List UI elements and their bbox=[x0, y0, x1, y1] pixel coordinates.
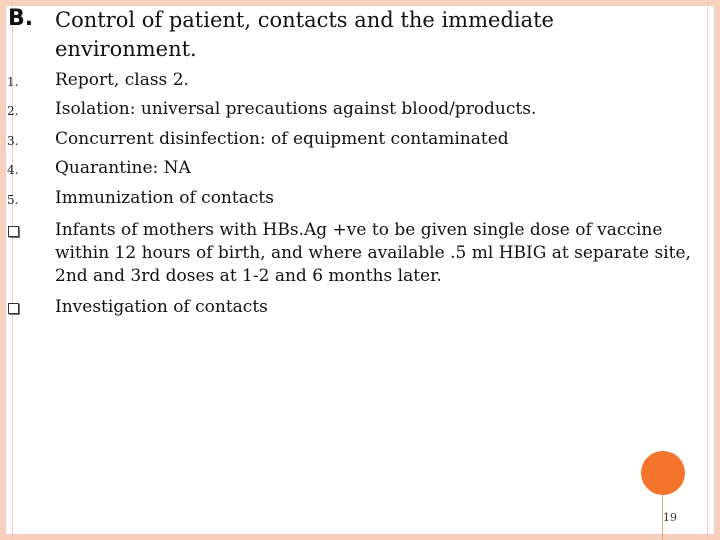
slide-inner-line-right bbox=[707, 0, 708, 540]
slide-border-bottom bbox=[0, 534, 720, 540]
slide-border-right bbox=[714, 0, 720, 540]
heading-text: Control of patient, contacts and the immediate environment. bbox=[55, 8, 554, 61]
list-item-text: Concurrent disinfection: of equipment contaminated bbox=[55, 129, 509, 149]
list-item-text: Report, class 2. bbox=[55, 70, 189, 90]
list-item-number: 5. bbox=[7, 193, 19, 207]
slide-border-left bbox=[0, 0, 6, 540]
list-item-text: Immunization of contacts bbox=[55, 188, 274, 208]
list-item-number: 1. bbox=[7, 75, 19, 89]
list-item-number: 2. bbox=[7, 104, 19, 118]
heading-marker: B. bbox=[8, 6, 34, 31]
list-item-text: Infants of mothers with HBs.Ag +ve to be given single dose of vaccine within 12 hours of birth, and where available .5 ml HBIG at separate site, 2nd and 3rd doses at 1-2 and 6 months later. bbox=[55, 220, 691, 286]
checkbox-bullet-icon bbox=[8, 226, 19, 237]
list-item-text: Isolation: universal precautions against blood/products. bbox=[55, 99, 537, 119]
page-number: 19 bbox=[663, 511, 677, 524]
list-item-number: 3. bbox=[7, 134, 19, 148]
list-item-text: Quarantine: NA bbox=[55, 158, 191, 178]
list-item-number: 4. bbox=[7, 163, 19, 177]
checkbox-bullet-icon bbox=[8, 303, 19, 314]
decorative-circle-icon bbox=[641, 451, 685, 495]
list-item-text: Investigation of contacts bbox=[55, 297, 268, 317]
